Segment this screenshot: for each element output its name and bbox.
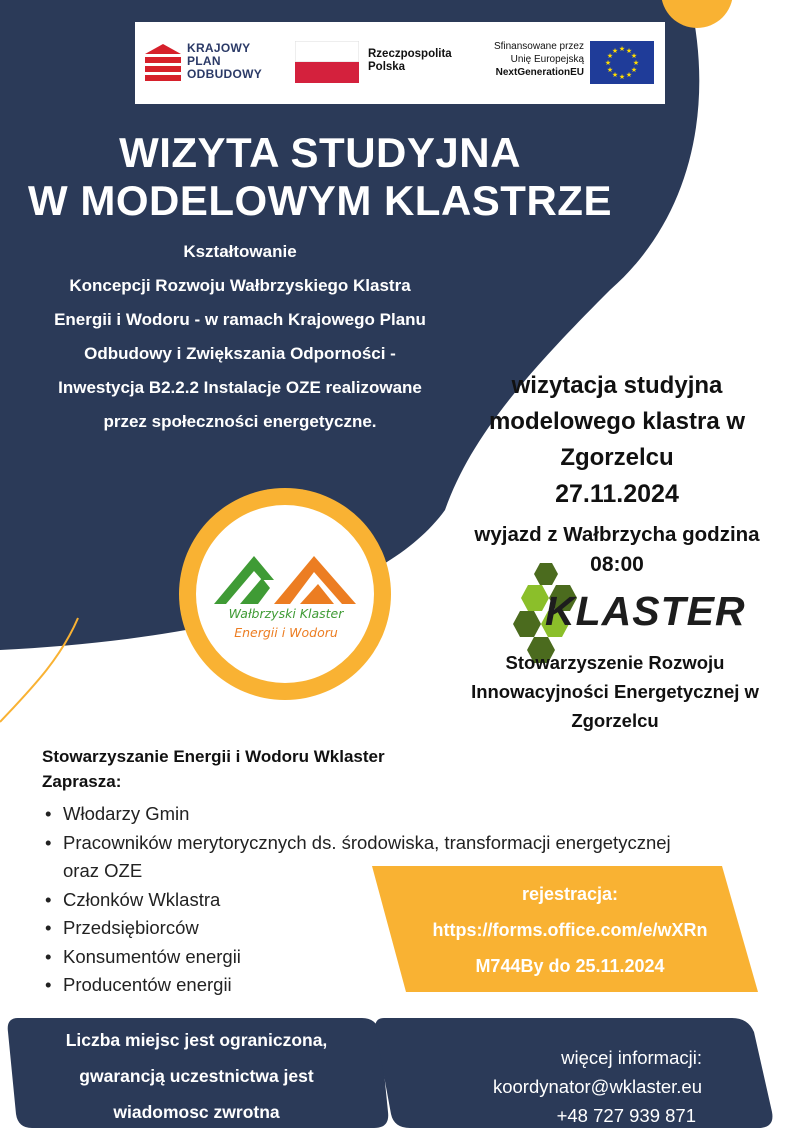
svg-text:★: ★ xyxy=(611,71,619,79)
invite-verb: Zaprasza: xyxy=(42,772,122,791)
subtitle: Kształtowanie Koncepcji Rozwoju Wałbrzyskiego Klastra Energii i Wodoru - w ramach Krajowego Planu Odbudowy i Zwiększania Odporności - Inwestycja B2.2.2 Instalacje OZE realizowane przez społeczności energetyczne. xyxy=(54,242,426,431)
departure-info: wyjazd z Wałbrzycha godzina 08:00 xyxy=(437,520,797,580)
eu-flag-icon xyxy=(590,41,654,84)
list-item: • Przedsiębiorców xyxy=(42,914,722,943)
rp-logo-text: Rzeczpospolita Polska xyxy=(368,48,452,73)
svg-text:★: ★ xyxy=(630,52,638,60)
svg-text:★: ★ xyxy=(630,66,638,74)
contact-phone[interactable]: +48 727 939 871 xyxy=(556,1105,696,1126)
svg-text:★: ★ xyxy=(618,73,626,81)
svg-text:★: ★ xyxy=(625,47,633,55)
kpo-logo-text: KRAJOWY PLAN ODBUDOWY xyxy=(187,41,263,81)
badge-line2: Energii i Wodoru xyxy=(234,625,338,640)
svg-text:★: ★ xyxy=(611,47,619,55)
registration-link[interactable]: https://forms.office.com/e/wXRn xyxy=(432,920,708,940)
polish-flag-icon xyxy=(295,41,359,83)
svg-text:★: ★ xyxy=(604,59,612,67)
visit-date: 27.11.2024 xyxy=(555,480,679,508)
kpo-logo-icon xyxy=(143,42,183,86)
list-item: • Producentów energii xyxy=(42,971,722,1000)
list-item: • Włodarzy Gmin xyxy=(42,800,722,829)
list-item: • Konsumentów energii xyxy=(42,943,722,972)
svg-text:★: ★ xyxy=(618,45,626,53)
organizer: Stowarzyszenie Rozwoju Innowacyjności Energetycznej w Zgorzelcu xyxy=(471,652,759,731)
title-line-2: W MODELOWYM KLASTRZE xyxy=(28,177,612,224)
invite-org: Stowarzyszanie Energii i Wodoru Wklaster xyxy=(42,747,385,766)
svg-text:★: ★ xyxy=(632,59,640,67)
svg-text:★: ★ xyxy=(606,66,614,74)
limited-places-text: Liczba miejsc jest ograniczona, gwarancją uczestnictwa jest wiadomosc zwrotna xyxy=(65,1030,328,1122)
title-line-1: WIZYTA STUDYJNA xyxy=(119,129,521,176)
visit-info: wizytacja studyjna modelowego klastra w Zgorzelcu 27.11.2024 xyxy=(437,368,797,512)
list-item: • Pracowników merytorycznych ds. środowiska, transformacji energetycznej oraz OZE xyxy=(42,829,673,886)
registration-info: rejestracja: https://forms.office.com/e/wXRn M744By do 25.11.2024 xyxy=(385,876,755,984)
svg-text:★: ★ xyxy=(606,52,614,60)
contact-info: więcej informacji: koordynator@wklaster.eu +48 727 939 871 xyxy=(430,1043,730,1130)
invite-heading xyxy=(42,744,512,794)
wklaster-logo-text: KLASTER xyxy=(545,588,746,634)
badge-line1: Wałbrzyski Klaster xyxy=(228,606,344,621)
svg-text:★: ★ xyxy=(625,71,633,79)
contact-email[interactable]: koordynator@wklaster.eu xyxy=(492,1076,702,1097)
departure-time: 08:00 xyxy=(590,553,644,576)
list-item: • Członków Wklastra xyxy=(42,886,722,915)
eu-logo-text: Sfinansowane przez Unię Europejską NextGenerationEU xyxy=(493,41,584,78)
